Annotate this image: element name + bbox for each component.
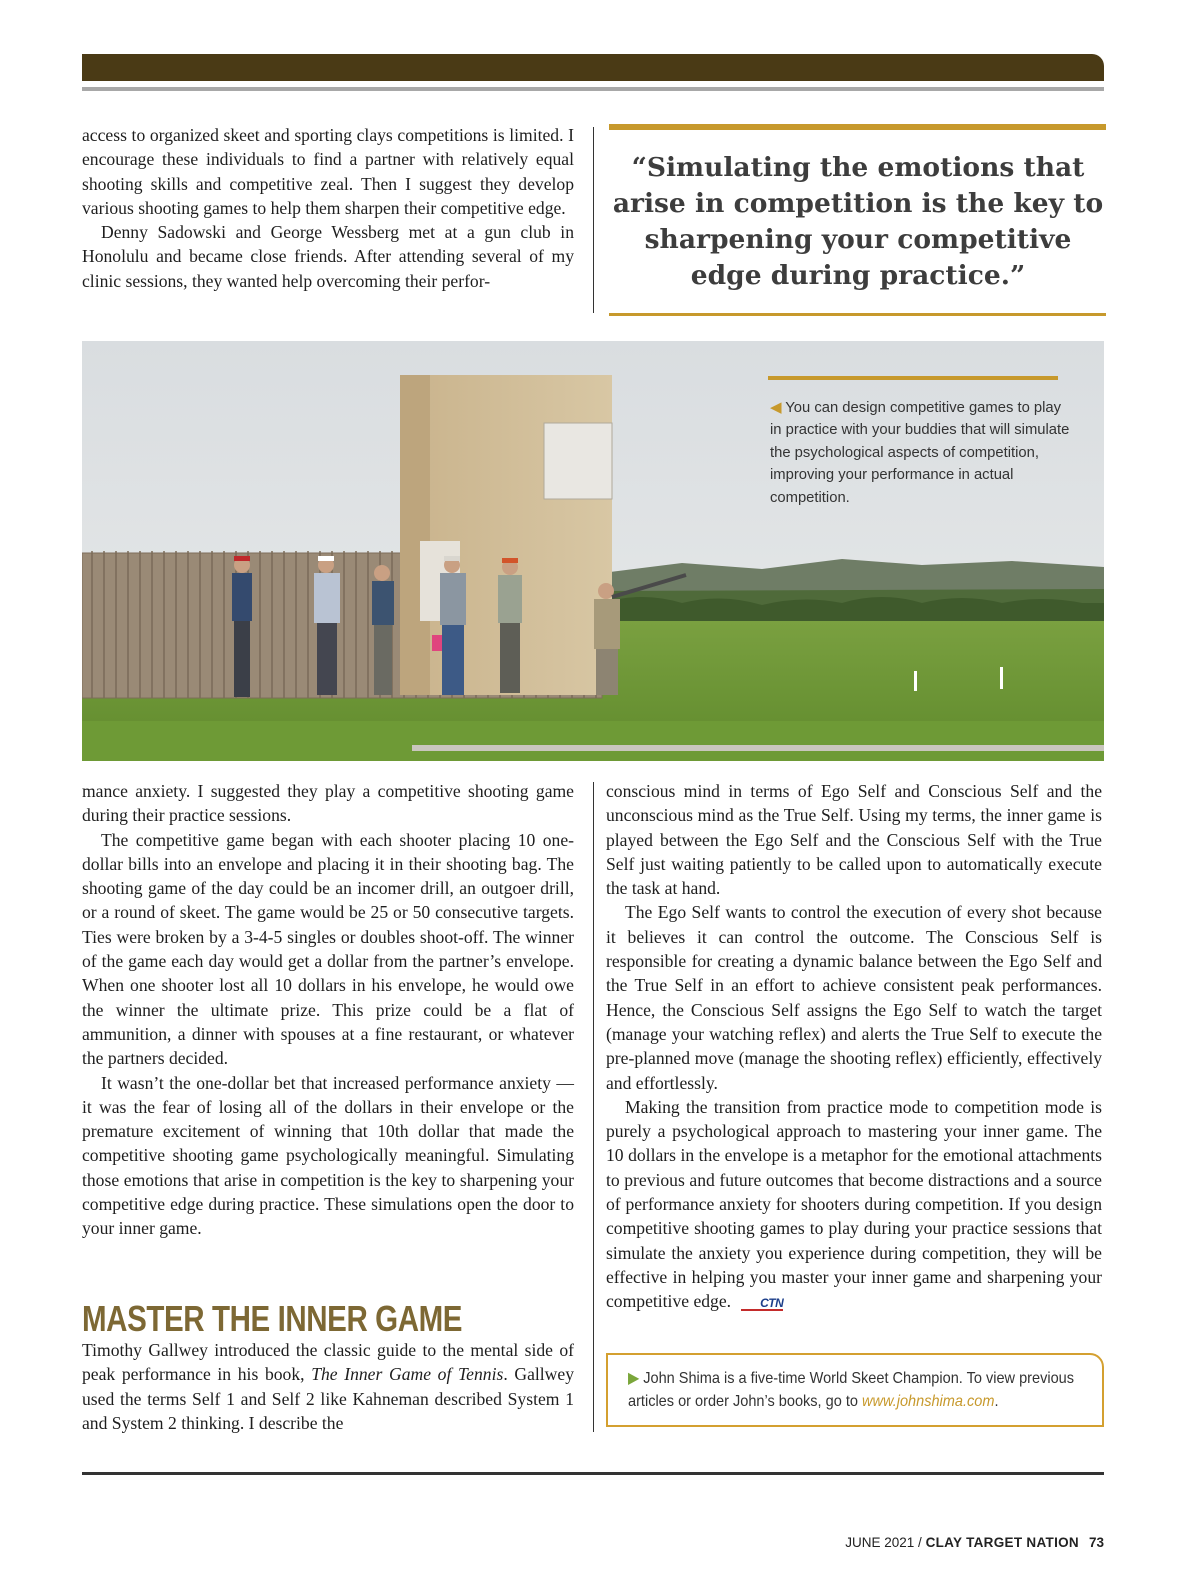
author-website-link[interactable]: www.johnshima.com [862,1392,995,1410]
triangle-left-icon: ◀ [770,400,782,416]
column-1-after-heading [82,1338,574,1435]
paragraph [606,1095,1102,1314]
bio-text: John Shima is a five-time World Skeet Champion. To view previous articles or order John’s books, go to [628,1370,1075,1410]
paragraph: It wasn’t the one-dollar bet that increased performance anxiety — it was the fear of losing all of the dollars in their envelope or the premature excitement of winning that 10th dollar that made the competitive shooting game psychologically meaningful. Simulating those emotions that arise in competition is the key to sharpening your competitive edge during practice. These simulations open the door to your inner game. [82,1072,574,1239]
column-1-top [82,123,574,293]
pull-quote-rule-bottom [609,313,1106,316]
triangle-right-icon: ▶ [628,1370,640,1387]
author-bio-box [606,1353,1104,1427]
footer-rule [82,1472,1104,1475]
page-number: 73 [1088,1535,1104,1550]
column-divider [593,782,594,1432]
column-1-bottom [82,779,574,1241]
bio-end: . [994,1392,999,1410]
paragraph-text: . Gallwey used the terms Self 1 and Self 2 like Kahneman described System 1 and System 2 thinking. I describe the [82,1364,574,1433]
footer-magazine: CLAY TARGET NATION [925,1535,1079,1550]
book-title: The Inner Game of Tennis [311,1364,504,1385]
ctn-end-logo: CTN [741,1298,783,1311]
paragraph [82,1338,574,1435]
header-bar [82,54,1104,81]
pull-quote: “Simulating the emotions that arise in competition is the key to sharpening your competitive edge during practice.” [612,152,1104,291]
paragraph: The Ego Self wants to control the execution of every shot because it believes it can control the outcome. The Conscious Self is responsible for creating a dynamic balance between the Ego Self and the True Self in an effort to achieve consistent peak performances. Hence, the Conscious Self assigns the Ego Self to watch the target (manage your watching reflex) and alerts the True Self to execute the pre-planned move (manage the shooting reflex) efficiently, effectively and effortlessly. [606,902,1102,1093]
paragraph-text: Timothy Gallwey introduced the classic guide to the mental side of peak performance in his book, [82,1340,574,1385]
paragraph: The competitive game began with each shooter placing 10 one-dollar bills into an envelope and placing it in their shooting bag. The shooting game of the day could be an incomer drill, an outgoer drill, or a round of skeet. The game would be 25 or 50 consecutive targets. Ties were broken by a 3-4-5 singles or doubles shoot-off. The winner of the game each day would get a dollar from the partner’s envelope. When one shooter lost all 10 dollars in his envelope, he would owe the winner the ultimate prize. This prize could be a flat of ammunition, a dinner with spouses at a fine restaurant, or whatever the partners decided. [82,829,574,1069]
paragraph: access to organized skeet and sporting clays competitions is limited. I encourage these individuals to find a partner with relatively equal shooting skills and competitive zeal. Then I suggest they develop various shooting games to help them sharpen their competitive edge. [82,125,574,218]
section-heading: MASTER THE INNER GAME [82,1298,463,1339]
column-divider [593,127,594,313]
footer-date: JUNE 2021 / [845,1535,926,1550]
paragraph: mance anxiety. I suggested they play a competitive shooting game during their practice sessions. [82,781,574,826]
caption-rule [768,376,1058,380]
page-footer [845,1535,1104,1550]
column-2 [606,779,1102,1314]
paragraph: Denny Sadowski and George Wessberg met at a gun club in Honolulu and became close friends. After attending several of my clinic sessions, they wanted help overcoming their perfor- [82,222,574,291]
header-rule [82,87,1104,91]
photo-caption [770,397,1070,509]
author-bio [628,1368,1088,1413]
paragraph: conscious mind in terms of Ego Self and Conscious Self and the unconscious mind as the True Self. Using my terms, the inner game is played between the Ego Self and the Conscious Self with the True Self just waiting patiently to be called upon to automatically execute the task at hand. [606,781,1102,899]
paragraph-text: Making the transition from practice mode to competition mode is purely a psychological approach to mastering your inner game. The 10 dollars in the envelope is a metaphor for the emotional attachments to previous and future outcomes that become distractions and a source of performance anxiety for shooters during competition. If you design competitive shooting games to play during your practice sessions that simulate the anxiety you experience during competition, they will be effective in helping you master your inner game and sharpening your competitive edge. [606,1096,1102,1312]
caption-text: You can design competitive games to play in practice with your buddies that will simulate the psychological aspects of competition, improving your performance in actual competition. [770,400,1070,506]
pull-quote-rule-top [609,124,1106,130]
